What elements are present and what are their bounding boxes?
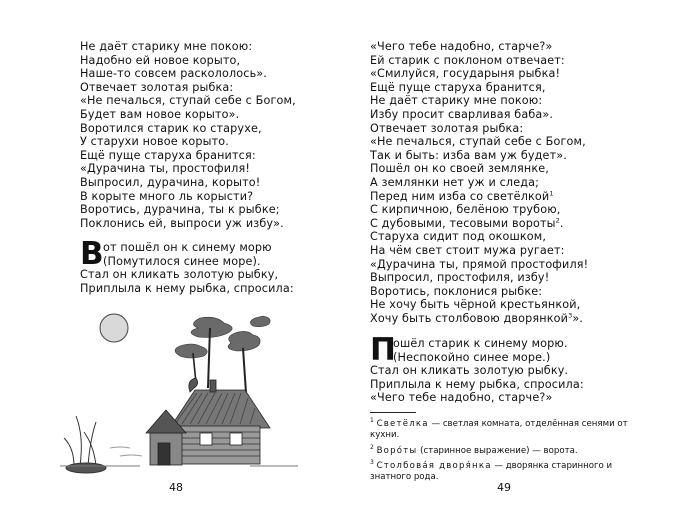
right-stanza2-line-5: «Чего тебе надобно, старче?» <box>370 391 553 405</box>
left-stanza-2 <box>80 236 320 295</box>
left-stanza1-line-9: Ещё пуще старуха бранится: <box>80 148 256 162</box>
left-stanza2-line-1: от пошёл он к синему морю <box>103 241 272 254</box>
right-stanza1-post-line-5: Воротись, поклонися рыбке: <box>370 284 543 298</box>
left-stanza1-line-6: Будет вам новое корыто». <box>80 107 240 121</box>
right-stanza1-pre-line-2: Ей старик с поклоном отвечает: <box>370 53 565 67</box>
left-stanza1-line-10: «Дурачина ты, простофиля! <box>80 162 250 176</box>
right-stanza1-pre-line-11: А землянки нет уж и следа; <box>370 175 540 189</box>
left-stanza1-line-7: Воротился старик ко старухе, <box>80 121 262 135</box>
right-stanza-2 <box>370 332 660 405</box>
left-stanza2-line-2: (Помутилося синее море). <box>103 254 261 268</box>
footnotes <box>370 415 640 484</box>
dropcap-p: П <box>370 332 396 368</box>
right-stanza1-pre-line-5: Не даёт старику мне покою: <box>370 94 543 108</box>
footnote-1: $^1$ Светёлка — светлая комната, отделённая сенями от кухни. <box>370 417 628 441</box>
right-stanza1-pre-line-6: Избу просит сварливая баба». <box>370 107 554 121</box>
left-stanza1-line-2: Надобно ей новое корыто, <box>80 53 241 67</box>
right-line-vorota: С дубовыми, тесовыми вороты$^2$. <box>370 215 564 230</box>
dropcap-v: В <box>80 236 104 272</box>
right-line-dvoryanka: Хочу быть столбовою дворянкой$^3$». <box>370 311 584 325</box>
right-stanza2-line-1: ошёл старик к синему морю. <box>393 337 568 350</box>
right-stanza2-line-4: Приплыла к нему рыбка, спросила: <box>370 377 584 391</box>
left-stanza1-line-3: Наше-то совсем раскололось». <box>80 67 268 81</box>
left-stanza1-line-14: Поклонись ей, выпроси уж избу». <box>80 216 284 230</box>
right-stanza1-post-line-1: Старуха сидит под окошком, <box>370 230 547 244</box>
footnote-2: $^2$ Воро́ты (старинное выражение) — ворота. <box>370 443 578 456</box>
sun-icon <box>100 314 128 342</box>
right-line-svetelka: Перед ним изба со светёлкой$^1$ <box>370 188 554 203</box>
left-stanza1-line-1: Не даёт старику мне покою: <box>80 40 253 53</box>
footnote-ref-2: 2 <box>555 215 560 224</box>
right-stanza1-post-line-4: Выпросил, простофиля, избу! <box>370 271 550 285</box>
left-stanza-1 <box>80 40 296 230</box>
right-stanza1-pre-line-1: «Чего тебе надобно, старче?» <box>370 40 553 53</box>
footnote-ref-3: 3 <box>568 311 573 320</box>
right-stanza1-post-line-6: Не хочу быть чёрной крестьянкой, <box>370 298 581 312</box>
right-stanza1-post-line-3: «Дурачина ты, прямой простофиля! <box>370 257 589 271</box>
right-stanza1-pre-line-10: Пошёл он ко своей землянке, <box>370 162 549 176</box>
left-stanza1-line-4: Отвечает золотая рыбка: <box>80 80 234 94</box>
right-stanza1-pre-line-8: «Не печалься, ступай себе с Богом, <box>370 135 586 149</box>
left-stanza1-line-5: «Не печалься, ступай себе с Богом, <box>80 94 296 108</box>
page-number-right: 49 <box>497 481 511 494</box>
izba-illustration-icon <box>50 298 300 478</box>
left-stanza2-line-4: Приплыла к нему рыбка, спросила: <box>80 281 294 295</box>
left-stanza2-line-3: Стал он кликать золотую рыбку, <box>80 268 279 282</box>
left-stanza1-line-13: Воротись, дурачина, ты к рыбке; <box>80 203 280 217</box>
footnote-ref-1: 1 <box>549 188 554 197</box>
right-stanza-1 <box>370 40 588 325</box>
right-stanza1-post-line-2: На чём свет стоит мужа ругает: <box>370 243 565 257</box>
house-icon <box>146 378 270 465</box>
left-stanza1-line-12: В корыте много ль корысти? <box>80 189 254 203</box>
right-stanza1-pre-line-9: Так и быть: изба вам уж будет». <box>370 148 567 162</box>
right-stanza1-pre-line-7: Отвечает золотая рыбка: <box>370 121 524 135</box>
right-stanza2-line-2: (Неспокойно синее море.) <box>393 350 551 364</box>
right-stanza1-pre-line-4: Ещё пуще старуха бранится, <box>370 80 546 94</box>
left-stanza1-line-11: Выпросил, дурачина, корыто! <box>80 175 261 189</box>
footnote-divider <box>370 412 416 413</box>
footnote-3: $^3$ Столбова́я дворя́нка — дворянка старинного и знатного рода. <box>370 458 613 483</box>
left-stanza1-line-8: У старухи новое корыто. <box>80 135 230 149</box>
page-number-left: 48 <box>169 481 183 494</box>
right-stanza1-pre-line-3: «Смилуйся, государыня рыбка! <box>370 67 561 81</box>
trees-icon <box>175 316 270 393</box>
right-line-truba: С кирпичною, белёною трубою, <box>370 203 561 217</box>
right-stanza2-line-3: Стал он кликать золотую рыбку. <box>370 364 569 378</box>
